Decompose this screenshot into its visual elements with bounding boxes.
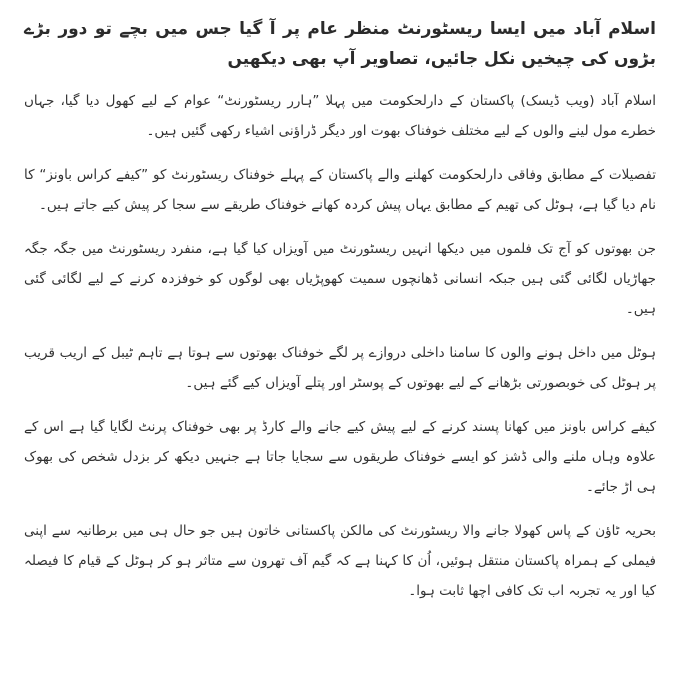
article-paragraph: کیفے کراس باونز میں کھانا پسند کرنے کے لیے پیش کیے جانے والے کارڈ پر بھی خوفناک پرنٹ لگایا گیا ہے اس کے علاوہ وہاں ملنے والی ڈشز کو ایسے خوفناک طریقوں سے سجایا جاتا ہے جنہیں دیکھ کر بزدل شخص کی بھوک ہی اڑ جائے۔ — [24, 419, 656, 495]
article-paragraph: ہوٹل میں داخل ہونے والوں کا سامنا داخلی دروازے پر لگے خوفناک بھوتوں سے ہوتا ہے تاہم ٹیبل کے اریب قریب پر ہوٹل کی خوبصورتی بڑھانے کے لیے بھوتوں کے پوسٹر اور پتلے آویزاں کیے گئے ہیں۔ — [24, 345, 656, 391]
article-paragraph: اسلام آباد (ویب ڈیسک) پاکستان کے دارلحکومت میں پہلا ”ہارر ریسٹورنٹ“ عوام کے لیے کھول دیا گیا، جہاں خطرے مول لینے والوں کے لیے مختلف خوفناک بھوت اور دیگر ڈراؤنی اشیاء رکھی گئیں ہیں۔ — [24, 93, 656, 139]
article-paragraph: تفصیلات کے مطابق وفاقی دارلحکومت کھلنے والے پاکستان کے پہلے خوفناک ریسٹورنٹ کو ”کیفے کراس باونز“ کا نام دیا گیا ہے، ہوٹل کی تھیم کے مطابق یہاں پیش کردہ کھانے خوفناک طریقے سے سجا کر پیش کیے جاتے ہیں۔ — [24, 167, 656, 213]
article-headline: اسلام آباد میں ایسا ریسٹورنٹ منظر عام پر آ گیا جس میں بچے تو دور بڑے بڑوں کی چیخیں نکل جائیں، تصاویر آپ بھی دیکھیں — [24, 19, 656, 69]
news-article — [24, 14, 656, 620]
article-paragraph: بحریہ ٹاؤن کے پاس کھولا جانے والا ریسٹورنٹ کی مالکن پاکستانی خاتون ہیں جو حال ہی میں برطانیہ سے اپنی فیملی کے ہمراہ پاکستان منتقل ہوئیں، اُن کا کہنا ہے کہ گیم آف تھرون سے متاثر ہو کر ہوٹل کے قیام کا فیصلہ کیا اور یہ تجربہ اب تک کافی اچھا ثابت ہوا۔ — [24, 523, 656, 599]
article-paragraph: جن بھوتوں کو آج تک فلموں میں دیکھا انہیں ریسٹورنٹ میں آویزاں کیا گیا ہے، منفرد ریسٹورنٹ میں جگہ جگہ جھاڑیاں لگائی گئی ہیں جبکہ انسانی ڈھانچوں سمیت کھوپڑیاں بھی لوگوں کو خوفزدہ کرنے کے لیے لگائی گئی ہیں۔ — [24, 241, 656, 317]
